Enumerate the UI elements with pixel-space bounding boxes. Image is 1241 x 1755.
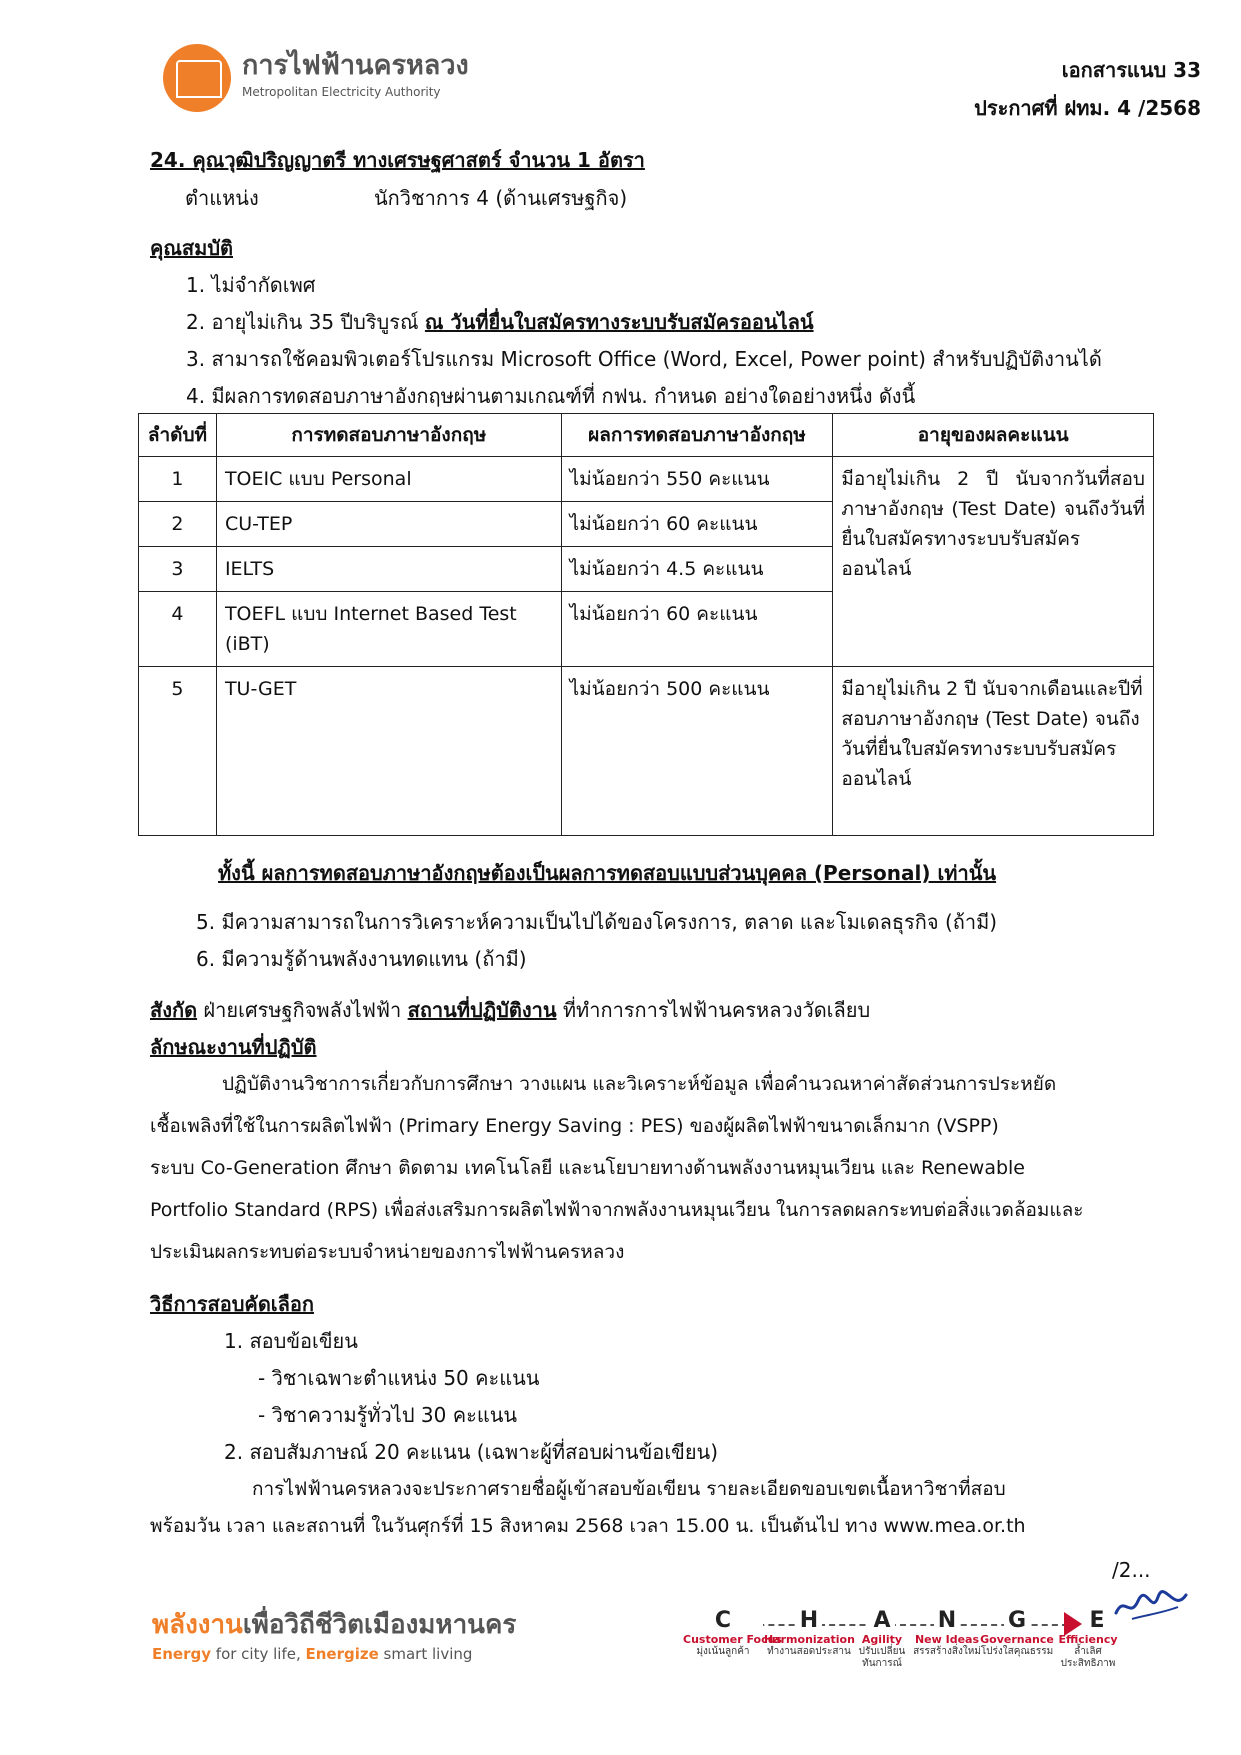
job-line-1: ปฏิบัติงานวิชาการเกี่ยวกับการศึกษา วางแผน และวิเคราะห์ข้อมูล เพื่อคำนวณหาค่าสัดส่วนการประหยัด (222, 1073, 1057, 1095)
change-value-th: มุ่งเน้นลูกค้า (696, 1646, 750, 1657)
org-name-en: Metropolitan Electricity Authority (242, 85, 441, 99)
footer-slogan-th (152, 1610, 516, 1640)
announce-line-2: พร้อมวัน เวลา และสถานที่ ในวันศุกร์ที่ 15 สิงหาคม 2568 เวลา 15.00 น. เป็นต้นไป ทาง www.mea.or.th (150, 1515, 1026, 1537)
change-value-th: โปร่งใสคุณธรรม (980, 1646, 1054, 1657)
column-header: การทดสอบภาษาอังกฤษ (216, 414, 561, 457)
row-number: 5 (139, 667, 217, 836)
change-letter: E (1089, 1608, 1105, 1633)
row-number: 1 (139, 457, 217, 502)
org-name-th: การไฟฟ้านครหลวง (242, 50, 469, 81)
footer-slogan-th-highlight: พลังงาน (152, 1610, 243, 1640)
table-note: ทั้งนี้ ผลการทดสอบภาษาอังกฤษต้องเป็นผลการทดสอบแบบส่วนบุคคล (Personal) เท่านั้น (218, 861, 997, 885)
column-header: อายุของผลคะแนน (833, 414, 1154, 457)
change-letter: H (796, 1608, 822, 1633)
test-score: ไม่น้อยกว่า 60 คะแนน (561, 592, 833, 667)
test-name: TOEFL แบบ Internet Based Test (iBT) (216, 592, 561, 667)
logo-building-icon (176, 60, 222, 98)
job-line-2: เชื้อเพลิงที่ใช้ในการผลิตไฟฟ้า (Primary Energy Saving : PES) ของผู้ผลิตไฟฟ้าขนาดเล็กมาก (VSPP) (150, 1115, 999, 1137)
change-item-n (912, 1608, 982, 1658)
qualification-item-4: 4. มีผลการทดสอบภาษาอังกฤษผ่านตามเกณฑ์ที่ กฟน. กำหนด อย่างใดอย่างหนึ่ง ดังนี้ (186, 384, 916, 408)
qualification-item-6: 6. มีความรู้ด้านพลังงานทดแทน (ถ้ามี) (196, 947, 527, 971)
qualification-item-5: 5. มีความสามารถในการวิเคราะห์ความเป็นไปได้ของโครงการ, ตลาด และโมเดลธุรกิจ (ถ้ามี) (196, 910, 998, 934)
qualification-item-2-text: 2. อายุไม่เกิน 35 ปีบริบูรณ์ (186, 310, 425, 334)
job-heading: ลักษณะงานที่ปฏิบัติ (150, 1035, 317, 1059)
selection-sub-1: - วิชาเฉพาะตำแหน่ง 50 คะแนน (258, 1366, 540, 1390)
selection-item-2: 2. สอบสัมภาษณ์ 20 คะแนน (เฉพาะผู้ที่สอบผ่านข้อเขียน) (224, 1440, 719, 1464)
page-continuation: /2... (1112, 1558, 1151, 1582)
footer-slogan-en-c: Energize (305, 1645, 379, 1663)
test-score: ไม่น้อยกว่า 60 คะแนน (561, 502, 833, 547)
change-value-th: ล้ำเลิศประสิทธิภาพ (1060, 1646, 1116, 1669)
row-number: 4 (139, 592, 217, 667)
qualifications-heading: คุณสมบัติ (150, 236, 234, 260)
english-test-table (138, 413, 1154, 836)
change-value: Customer Focus (683, 1633, 782, 1646)
change-value: Efficiency (1058, 1633, 1118, 1646)
change-value: Harmonization (764, 1633, 855, 1646)
footer-slogan-en-d: smart living (378, 1645, 473, 1663)
footer-slogan-en (152, 1645, 472, 1663)
job-line-5: ประเมินผลกระทบต่อระบบจำหน่ายของการไฟฟ้านครหลวง (150, 1241, 625, 1263)
test-score: ไม่น้อยกว่า 4.5 คะแนน (561, 547, 833, 592)
announce-line-1: การไฟฟ้านครหลวงจะประกาศรายชื่อผู้เข้าสอบข้อเขียน รายละเอียดขอบเขตเนื้อหาวิชาที่สอบ (252, 1478, 1006, 1500)
table-row (139, 667, 1154, 836)
change-value-th: ปรับเปลี่ยนทันการณ์ (858, 1646, 906, 1669)
change-value-th: สรรสร้างสิ่งใหม่ (913, 1646, 981, 1657)
change-value: Agility (861, 1633, 903, 1646)
test-score: ไม่น้อยกว่า 550 คะแนน (561, 457, 833, 502)
row-number: 3 (139, 547, 217, 592)
test-score: ไม่น้อยกว่า 500 คะแนน (561, 667, 833, 836)
score-validity: มีอายุไม่เกิน 2 ปี นับจากวันที่สอบภาษาอังกฤษ (Test Date) จนถึงวันที่ยื่นใบสมัครทางระบบรับสมัครออนไลน์ (833, 457, 1154, 667)
affiliation-line (150, 998, 870, 1022)
change-letter: G (1004, 1608, 1030, 1633)
change-letter: N (934, 1608, 960, 1633)
change-item-a (852, 1608, 912, 1670)
doc-attachment-label: เอกสารแนบ 33 (1061, 58, 1201, 82)
change-item-g (976, 1608, 1058, 1658)
test-name: TOEIC แบบ Personal (216, 457, 561, 502)
announcement-number: ประกาศที่ ฝทม. 4 /2568 (974, 96, 1201, 120)
test-name: CU-TEP (216, 502, 561, 547)
position-value: นักวิชาการ 4 (ด้านเศรษฐกิจ) (374, 186, 628, 210)
change-item-e (1052, 1608, 1124, 1670)
change-letter: A (869, 1608, 894, 1633)
signature-icon (1112, 1585, 1192, 1625)
change-item-c (683, 1608, 782, 1658)
column-header: ผลการทดสอบภาษาอังกฤษ (561, 414, 833, 457)
workplace-value: ที่ทำการการไฟฟ้านครหลวงวัดเลียบ (556, 998, 871, 1022)
affiliation-label: สังกัด (150, 998, 198, 1022)
selection-heading: วิธีการสอบคัดเลือก (150, 1292, 315, 1316)
test-name: TU-GET (216, 667, 561, 836)
selection-sub-2: - วิชาความรู้ทั่วไป 30 คะแนน (258, 1403, 518, 1427)
column-header: ลำดับที่ (139, 414, 217, 457)
footer-slogan-th-rest: เพื่อวิถีชีวิตเมืองมหานคร (242, 1610, 517, 1640)
job-line-3: ระบบ Co-Generation ศึกษา ติดตาม เทคโนโลยี และนโยบายทางด้านพลังงานหมุนเวียน และ Renewable (150, 1157, 1025, 1179)
test-name: IELTS (216, 547, 561, 592)
table-row (139, 457, 1154, 502)
table-header-row (139, 414, 1154, 457)
row-number: 2 (139, 502, 217, 547)
change-value-th: ทำงานสอดประสาน (767, 1646, 851, 1657)
change-letter: C (711, 1608, 735, 1633)
qualification-item-2-emphasis: ณ วันที่ยื่นใบสมัครทางระบบรับสมัครออนไลน์ (424, 310, 814, 334)
position-heading: 24. คุณวุฒิปริญญาตรี ทางเศรษฐศาสตร์ จำนวน 1 อัตรา (150, 148, 645, 172)
score-validity: มีอายุไม่เกิน 2 ปี นับจากเดือนและปีที่สอบภาษาอังกฤษ (Test Date) จนถึงวันที่ยื่นใบสมัครทางระบบรับสมัครออนไลน์ (833, 667, 1154, 836)
footer-slogan-en-b: for city life, (211, 1645, 306, 1663)
selection-item-1: 1. สอบข้อเขียน (224, 1329, 358, 1353)
qualification-item-1: 1. ไม่จำกัดเพศ (186, 273, 316, 297)
change-item-h (764, 1608, 854, 1658)
affiliation-value: ฝ่ายเศรษฐกิจพลังไฟฟ้า (197, 998, 408, 1022)
position-label: ตำแหน่ง (185, 186, 259, 210)
qualification-item-2 (186, 310, 814, 334)
change-value: New Ideas (914, 1633, 980, 1646)
footer-slogan-en-a: Energy (152, 1645, 212, 1663)
job-line-4: Portfolio Standard (RPS) เพื่อส่งเสริมการผลิตไฟฟ้าจากพลังงานหมุนเวียน ในการลดผลกระทบต่อสิ่งแวดล้อมและ (150, 1199, 1084, 1221)
workplace-label: สถานที่ปฏิบัติงาน (407, 998, 557, 1022)
qualification-item-3: 3. สามารถใช้คอมพิวเตอร์โปรแกรม Microsoft Office (Word, Excel, Power point) สำหรับปฏิบัติงานได้ (186, 347, 1102, 371)
change-value: Governance (980, 1633, 1054, 1646)
